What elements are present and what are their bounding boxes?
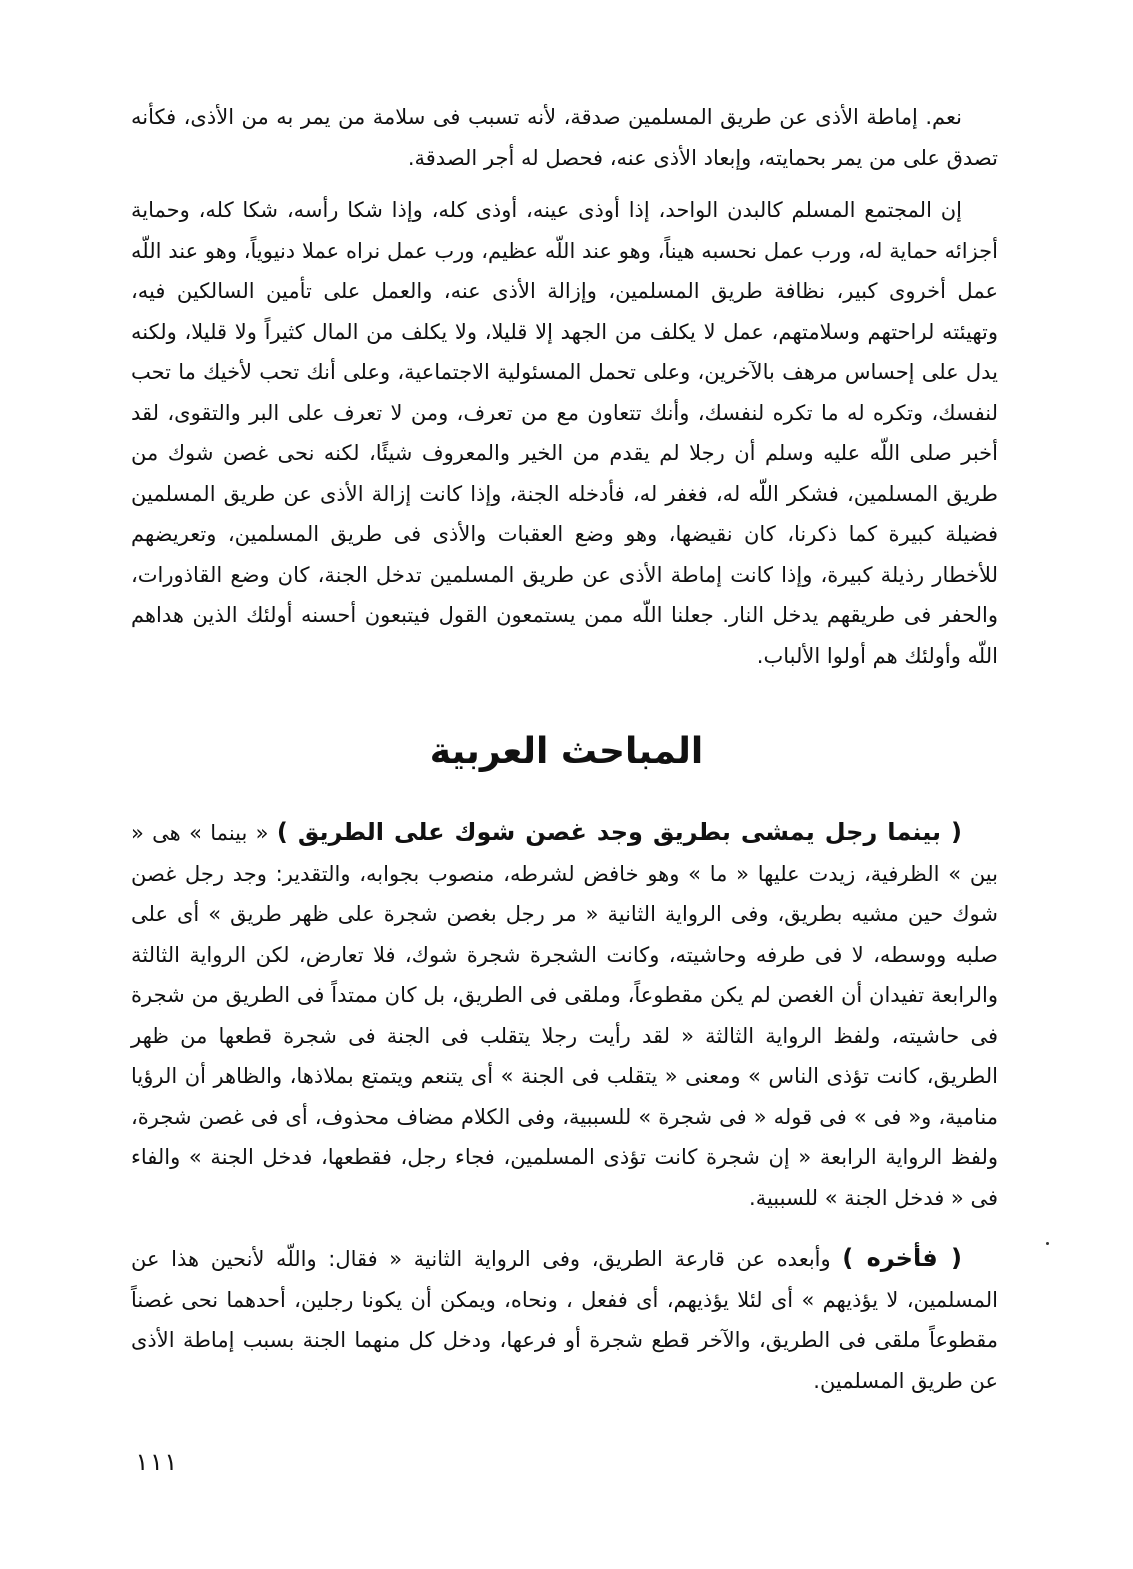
paragraph-text: إن المجتمع المسلم كالبدن الواحد، إذا أوذى عينه، أوذى كله، وإذا شكا رأسه، شكا كله، وحماية أجزائه حماية له، ورب عمل نحسبه هيناً، وهو عند اللّه عظيم، ورب عمل نراه عملا دنيوياً، وهو عند اللّه عمل أخروى كبير، نظافة طريق المسلمين، وإزالة الأذى عنه، والعمل على تأمين السالكين فيه، وتهيئته لراحتهم وسلامتهم، عمل لا يكلف من الجهد إلا قليلا، ولا يكلف من المال كثيراً ولا قليلا، ولكنه يدل على إحساس مرهف بالآخرين، وعلى تحمل المسئولية الاجتماعية، وعلى أنك تحب لأخيك ما تحب لنفسك، وتكره له ما تكره لنفسك، وأنك تتعاون مع من تعرف، ومن لا تعرف على البر والتقوى، لقد أخبر صلى اللّه عليه وسلم أن رجلا لم يقدم من الخير والمعروف شيئًا، لكنه نحى غصن شوك من طريق المسلمين، فشكر اللّه له، فغفر له، فأدخله الجنة، وإذا كانت إزالة الأذى عن طريق المسلمين فضيلة كبيرة كما ذكرنا، كان نقيضها، وهو وضع العقبات والأذى فى طريق المسلمين، وتعريضهم للأخطار رذيلة كبيرة، وإذا كانت إماطة الأذى عن طريق المسلمين تدخل الجنة، كان وضع القاذورات، والحفر فى طريقهم يدخل النار. جعلنا اللّه ممن يستمعون القول فيتبعون أحسنه أولئك الذين هداهم اللّه وأولئك هم أولوا الألباب. <box>131 198 998 668</box>
page-number: ١١١ <box>134 1448 178 1476</box>
paragraph-body: وأبعده عن قارعة الطريق، وفى الرواية الثانية « فقال: واللّه لأنحين هذا عن المسلمين، لا يؤذيهم » أى لئلا يؤذيهم، أى ففعل ، ونحاه، ويمكن أن يكونا رجلين، أحدهما نحى غصناً مقطوعاً ملقى فى الطريق، والآخر قطع شجرة أو فرعها، ودخل كل منهما الجنة بسبب إماطة الأذى عن طريق المسلمين. <box>131 1247 998 1393</box>
paragraph-text <box>131 1238 998 1401</box>
highlighted-phrase: ( فأخره ) <box>842 1244 962 1272</box>
paragraph-text: نعم. إماطة الأذى عن طريق المسلمين صدقة، لأنه تسبب فى سلامة من يمر به من الأذى، فكأنه تصدق على من يمر بحمايته، وإبعاد الأذى عنه، فحصل له أجر الصدقة. <box>131 105 998 170</box>
paragraph-linguistic-analysis <box>131 812 998 1218</box>
paragraph-sadaqa <box>131 97 998 178</box>
highlighted-phrase: ( بينما رجل يمشى بطريق وجد غصن شوك على الطريق ) <box>276 818 962 846</box>
paragraph-text <box>131 812 998 1218</box>
scan-speck <box>1046 1242 1049 1245</box>
paragraph-muslim-community <box>131 190 998 676</box>
section-heading: المباحث العربية <box>429 731 704 772</box>
paragraph-fa-akharahu <box>131 1238 998 1401</box>
paragraph-body: « بينما » هى « بين » الظرفية، زيدت عليها « ما » وهو خافض لشرطه، منصوب بجوابه، والتقدير: وجد رجل غصن شوك حين مشيه بطريق، وفى الرواية الثانية « مر رجل بغصن شجرة على ظهر طريق » أى على صلبه ووسطه، لا فى طرفه وحاشيته، وكانت الشجرة شجرة شوك، فلا تعارض، لكن الرواية الثالثة والرابعة تفيدان أن الغصن لم يكن مقطوعاً، وملقى فى الطريق، بل كان ممتداً فى الطريق من شجرة فى حاشيته، ولفظ الرواية الثالثة « لقد رأيت رجلا يتقلب فى الجنة فى شجرة قطعها من ظهر الطريق، كانت تؤذى الناس » ومعنى « يتقلب فى الجنة » أى يتنعم ويتمتع بملاذها، والظاهر أن الرؤيا منامية، و« فى » فى قوله « فى شجرة » للسببية، وفى الكلام مضاف محذوف، أى فى غصن شجرة، ولفظ الرواية الرابعة « إن شجرة كانت تؤذى المسلمين، فجاء رجل، فقطعها، فدخل الجنة » والفاء فى « فدخل الجنة » للسببية. <box>131 821 998 1210</box>
